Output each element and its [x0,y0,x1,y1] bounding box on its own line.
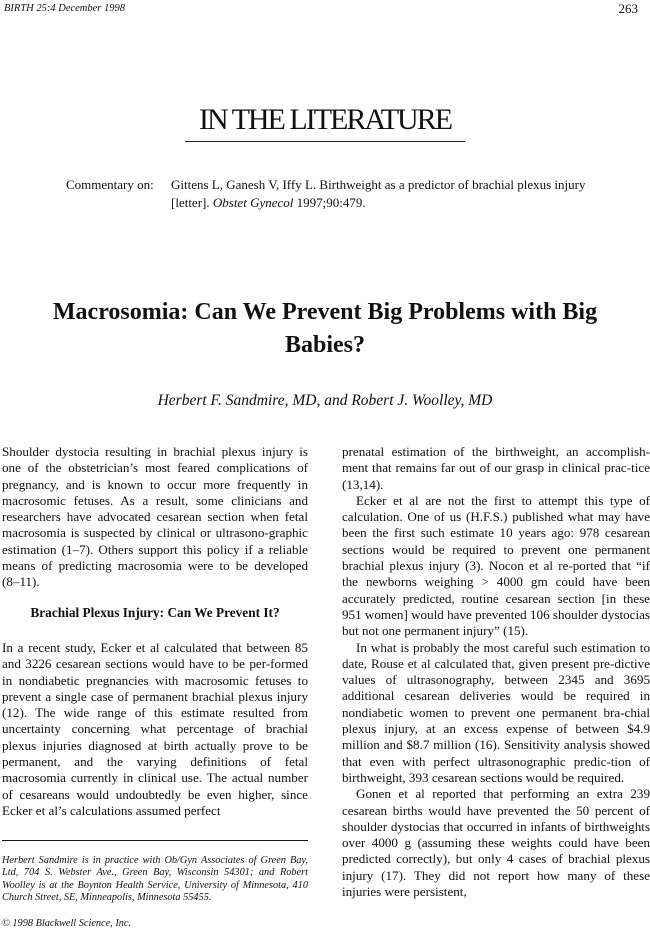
page-number: 263 [618,1,638,16]
left-column [2,444,308,819]
section-title-rule [185,141,465,142]
body-paragraph: prenatal estimation of the birthweight, an accomplish-ment that remains far out of our grasp in clinical prac-tice (13,14). [342,444,650,492]
article-title: Macrosomia: Can We Prevent Big Problems with Big Babies? [52,299,598,358]
commentary-label: Commentary on: [66,177,154,192]
body-paragraph: In what is probably the most careful such estimation to date, Rouse et al calculated that, given present pre-dictive values of ultrasonography, between 2345 and 3695 additional cesarean deliveries would be required in nondiabetic women to prevent one permanent bra-chial plexus injury, at an excess expense of between $4.9 million and $8.7 million (16). Sensitivity analysis showed that even with perfect ultrasonographic predic-tion of birthweight, 393 cesarean sections would be required. [342,639,650,785]
body-paragraph: Gonen et al reported that performing an extra 239 cesarean births would have prevented the 50 percent of shoulder dystocias that occurred in infants of birthweights over 4000 g (assuming these weights could have been predicted correctly), but only 4 cases of brachial plexus injury (17). They did not report how many of these injuries were persistent, [342,786,650,900]
article-authors: Herbert F. Sandmire, MD, and Robert J. Woolley, MD [157,392,493,409]
body-paragraph: In a recent study, Ecker et al calculated that between 85 and 3226 cesarean sections would have to be per-formed in nondiabetic pregnancies with macrosomic fetuses to prevent a single case of permanent brachial plexus injury (12). The wide range of this estimate resulted from uncertainty concerning what percentage of brachial plexus injuries diagnosed at birth actually prove to be permanent, and the varying definitions of fetal macrosomia currently in clinical use. The actual number of cesareans would undoubtedly be even higher, since Ecker et al’s calculations assumed perfect [2,639,308,818]
body-paragraph: Ecker et al are not the first to attempt this type of calculation. One of us (H.F.S.) published what may have been the first such estimate 10 years ago: 978 cesarean sections would be required to prevent one permanent brachial plexus injury (3). Nocon et al re-ported that “if the newborns weighing > 4000 gm could have been accurately predicted, routine cesarean section [in these 951 women] would have prevented 106 shoulder dystocias but not one permanent injury” (15). [342,492,650,639]
body-paragraph: Shoulder dystocia resulting in brachial plexus injury is one of the obstetrician’s most feared complications of pregnancy, and is known to occur more frequently in macrosomic fetuses. As a result, some clinicians and researchers have advocated cesarean section when fetal macrosomia is suspected by clinical or ultrasono-graphic estimation (1–7). Others support this policy if a reliable means of predicting macrosomia were to be developed (8–11). [2,444,308,590]
copyright-notice: © 1998 Blackwell Science, Inc. [2,918,132,929]
citation-journal: Obstet Gynecol [212,195,294,210]
running-head: BIRTH 25:4 December 1998 [4,3,126,14]
citation-volume: 1997;90:479. [293,195,366,210]
commentary-citation [171,176,621,212]
section-title: IN THE LITERATURE [198,103,452,136]
section-subheading: Brachial Plexus Injury: Can We Prevent It? [30,604,280,620]
right-column [342,444,650,900]
citation-text: Gittens L, Ganesh V, Iffy L. Birthweight as a predictor of brachial plexus injury [letter]. [171,177,586,210]
footnote-rule [2,840,308,841]
author-affiliation-footnote: Herbert Sandmire is in practice with Ob/Gyn Associates of Green Bay, Ltd, 704 S. Webster Ave., Green Bay, Wisconsin 54301; and Robert Woolley is at the Boynton Health Service, University of Minnesota, 410 Church Street, SE, Minneapolis, Minnesota 55455. [2,855,308,904]
